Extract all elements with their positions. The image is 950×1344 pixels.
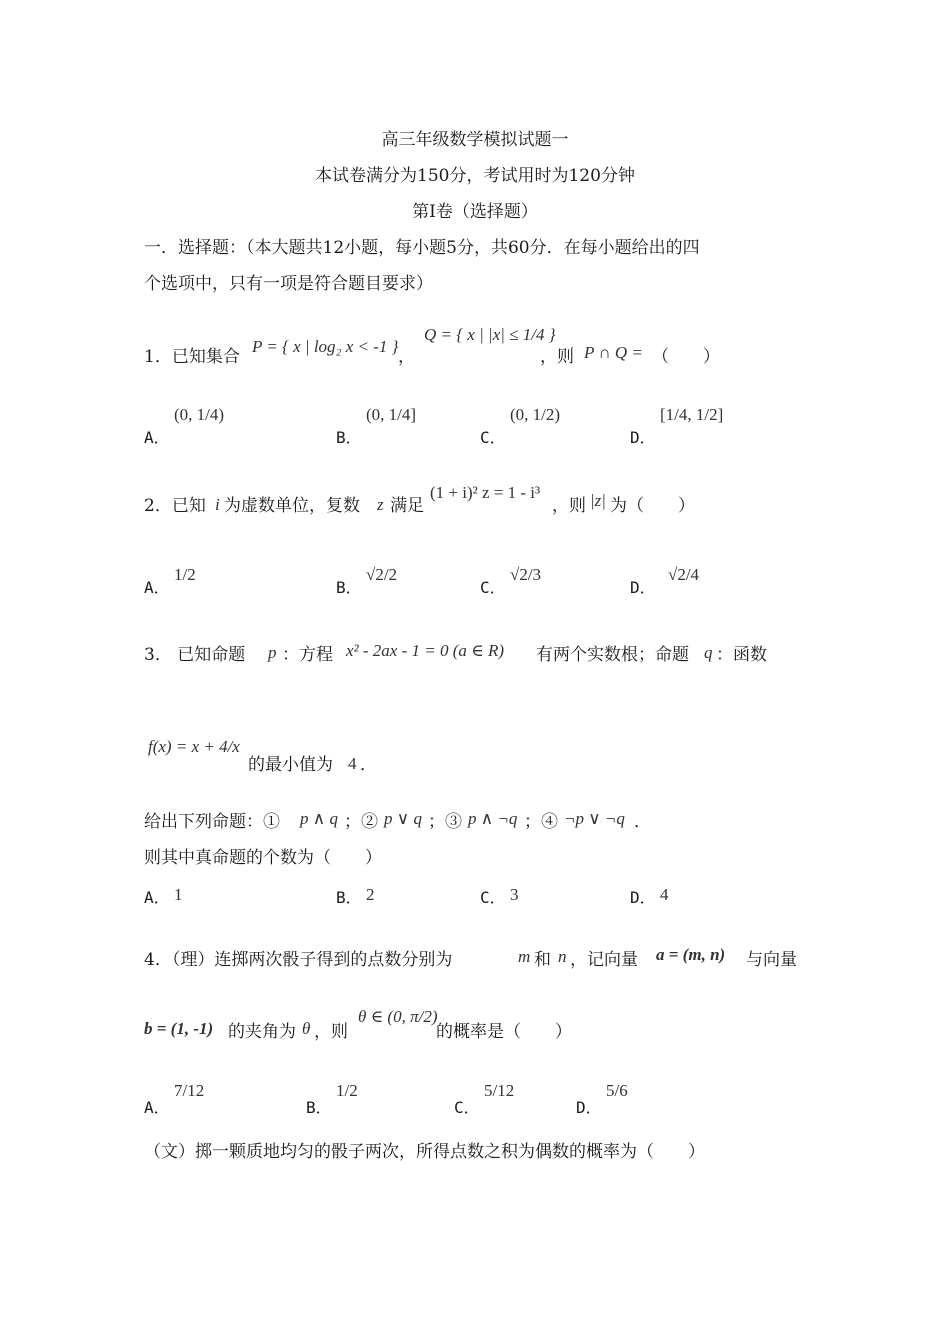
- q3-text-2: ：方程: [282, 645, 333, 665]
- q1-option-b-label: B．: [336, 428, 362, 447]
- q2-i: i: [215, 495, 220, 514]
- q3-four: 4: [348, 754, 357, 773]
- q2-equation: (1 + i)² z = 1 - i³: [430, 483, 541, 502]
- q1-option-b-value: (0, 1/4]: [366, 405, 417, 424]
- q4-option-d-value: 5/6: [606, 1081, 628, 1100]
- q4-option-c-label: C．: [454, 1098, 480, 1117]
- q2-option-b-label: B．: [336, 578, 362, 597]
- q4-vector-a: a = (m, n): [656, 945, 726, 964]
- q3-equation: x² - 2ax - 1 = 0 (a ∈ R): [346, 641, 505, 660]
- q4-n: n: [558, 947, 567, 966]
- q1-option-d-label: D．: [630, 428, 656, 447]
- q4-text-6: 的概率是（ ）: [436, 1022, 572, 1042]
- q3-claim-2: p ∨ q: [384, 809, 422, 828]
- q3-text-4: ：函数: [716, 645, 767, 665]
- q4-text-5: ，则: [314, 1022, 348, 1042]
- q3-claim-4: ¬p ∨ ¬q: [564, 809, 625, 828]
- q4-text-1: 4．（理）连掷两次骰子得到的点数分别为: [144, 950, 453, 970]
- q2-option-a-value: 1/2: [174, 565, 196, 584]
- q2-option-d-value: √2/4: [668, 565, 700, 584]
- q3-option-b-value: 2: [366, 885, 375, 904]
- q1-set-q: Q = { x | |x| ≤ 1/4 }: [424, 325, 556, 344]
- q4-vector-b: b = (1, -1): [144, 1019, 214, 1038]
- q4-range: θ ∈ (0, π/2): [358, 1007, 438, 1026]
- q2-option-d-label: D．: [630, 578, 656, 597]
- q1-option-c-value: (0, 1/2): [510, 405, 561, 424]
- q2-text-4: ，则: [552, 496, 586, 516]
- volume-title: 第Ⅰ卷（选择题）: [412, 202, 538, 222]
- q1-option-d-value: [1/4, 1/2]: [660, 405, 724, 424]
- q4-option-a-value: 7/12: [174, 1081, 205, 1100]
- q3-option-a-value: 1: [174, 885, 183, 904]
- q4-wen-text: （文）掷一颗质地均匀的骰子两次，所得点数之积为偶数的概率为（ ）: [144, 1142, 705, 1162]
- q2-text-3: 满足: [390, 496, 424, 516]
- q4-option-a-label: A．: [144, 1098, 170, 1117]
- q2-prefix: 2．已知: [144, 496, 206, 516]
- q4-option-b-value: 1/2: [336, 1081, 358, 1100]
- section-heading-line1: 一．选择题：（本大题共12小题，每小题5分，共60分．在每小题给出的四: [144, 238, 700, 258]
- q3-text-5: 的最小值为: [248, 755, 333, 775]
- q4-theta: θ: [302, 1019, 311, 1038]
- q3-option-a-label: A．: [144, 888, 170, 907]
- q3-sep-4: ；④: [524, 812, 558, 832]
- q3-q: q: [704, 643, 713, 662]
- q3-function: f(x) = x + 4/x: [148, 737, 240, 756]
- q1-expr: P ∩ Q =: [584, 343, 643, 362]
- page-title: 高三年级数学模拟试题一: [381, 130, 569, 150]
- exam-info: 本试卷满分为150分，考试用时为120分钟: [315, 166, 635, 186]
- q1-sep: ，: [398, 347, 415, 367]
- q3-claim-3: p ∧ ¬q: [468, 809, 518, 828]
- q2-option-b-value: √2/2: [366, 565, 398, 584]
- q3-sep-2: ；②: [344, 812, 378, 832]
- q3-claim-1: p ∧ q: [300, 809, 338, 828]
- q4-option-c-value: 5/12: [484, 1081, 515, 1100]
- q4-option-b-label: B．: [306, 1098, 332, 1117]
- q4-text-2: ，记向量: [570, 950, 638, 970]
- q1-option-c-label: C．: [480, 428, 506, 447]
- q4-text-4: 的夹角为: [228, 1022, 296, 1042]
- q3-option-b-label: B．: [336, 888, 362, 907]
- q2-abs-z: |z|: [590, 491, 606, 510]
- q1-set-p: P = { x | log₂ x < -1 }: [252, 337, 399, 356]
- q1-option-a-label: A．: [144, 428, 170, 447]
- q3-text-7: 则其中真命题的个数为（ ）: [144, 848, 382, 868]
- q1-prefix: 1．已知集合: [144, 347, 240, 367]
- q1-option-a-value: (0, 1/4): [174, 405, 225, 424]
- section-heading-line2: 个选项中，只有一项是符合题目要求）: [144, 274, 433, 294]
- q1-mid: ，则: [540, 347, 574, 367]
- q2-option-c-label: C．: [480, 578, 506, 597]
- q3-text-1: 3． 已知命题: [144, 645, 246, 665]
- q2-option-a-label: A．: [144, 578, 170, 597]
- q4-option-d-label: D．: [576, 1098, 602, 1117]
- q3-sep-3: ；③: [428, 812, 462, 832]
- q3-text-5-end: ．: [360, 755, 377, 775]
- q4-text-3: 与向量: [746, 950, 797, 970]
- q3-text-3: 有两个实数根；命题: [536, 645, 689, 665]
- q3-option-d-value: 4: [660, 885, 669, 904]
- q4-and: 和: [534, 950, 551, 970]
- q1-paren: （ ）: [652, 347, 720, 367]
- q3-text-6-end: ．: [634, 812, 651, 832]
- q2-text-2: 为虚数单位，复数: [224, 496, 360, 516]
- q2-text-5: 为（ ）: [610, 496, 695, 516]
- q3-p: p: [268, 643, 277, 662]
- q3-option-d-label: D．: [630, 888, 656, 907]
- q4-m: m: [518, 947, 531, 966]
- q3-option-c-value: 3: [510, 885, 519, 904]
- q2-option-c-value: √2/3: [510, 565, 542, 584]
- q2-z: z: [377, 495, 384, 514]
- q3-text-6: 给出下列命题：①: [144, 812, 280, 832]
- q3-option-c-label: C．: [480, 888, 506, 907]
